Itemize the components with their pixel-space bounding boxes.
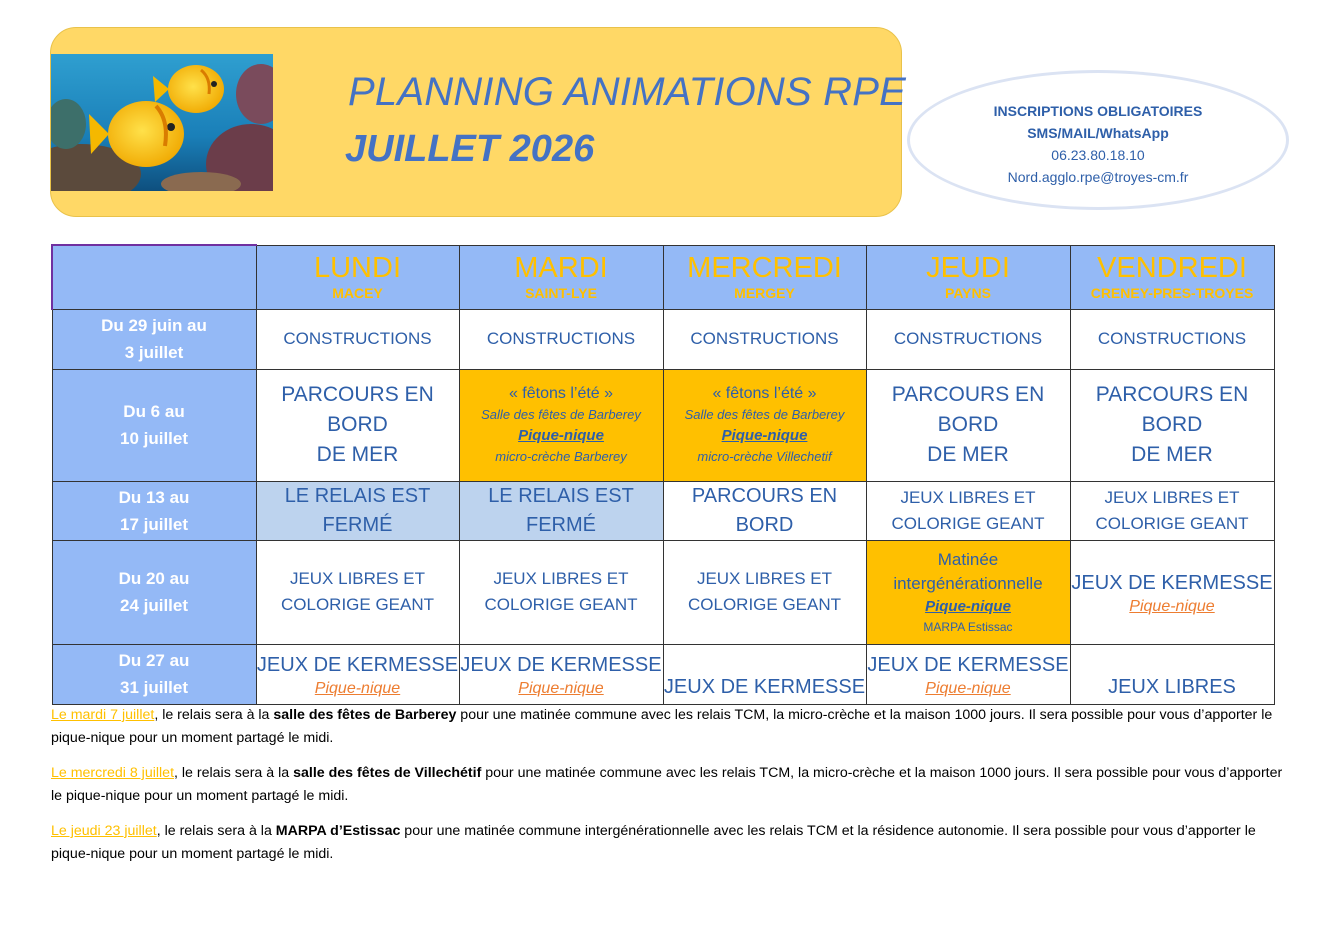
activity-cell bbox=[663, 481, 866, 540]
activity-text: JEUX DE KERMESSE bbox=[663, 675, 866, 698]
week-label-cell bbox=[52, 644, 256, 704]
activity-text: CONSTRUCTIONS bbox=[486, 329, 636, 348]
activity-text: JEUX LIBRES ET bbox=[696, 569, 833, 588]
activity-cell bbox=[663, 540, 866, 644]
week-label: 17 juillet bbox=[119, 514, 189, 534]
day-town: MERGEY bbox=[734, 285, 795, 301]
week-label-cell bbox=[52, 481, 256, 540]
tropical-fish-image bbox=[51, 54, 273, 191]
activity-cell bbox=[866, 369, 1070, 481]
activity-cell bbox=[256, 309, 459, 369]
table-row bbox=[52, 481, 1274, 540]
page-title: PLANNING ANIMATIONS RPE bbox=[348, 70, 907, 114]
activity-text: PARCOURS EN bbox=[1095, 383, 1249, 406]
contact-channels: SMS/MAIL/WhatsApp bbox=[1027, 125, 1169, 141]
day-name: MARDI bbox=[514, 252, 608, 284]
activity-text: JEUX LIBRES ET bbox=[1104, 487, 1240, 507]
day-header-lundi bbox=[256, 245, 459, 309]
activity-text: JEUX LIBRES ET bbox=[493, 569, 629, 588]
day-name: JEUDI bbox=[926, 252, 1010, 284]
activity-cell bbox=[459, 540, 663, 644]
note-text: , le relais sera à la bbox=[156, 823, 276, 839]
day-header-mercredi bbox=[663, 245, 866, 309]
day-town: MACEY bbox=[332, 285, 383, 301]
day-header-jeudi bbox=[866, 245, 1070, 309]
activity-text: JEUX DE KERMESSE bbox=[1071, 571, 1273, 594]
activity-text: PARCOURS EN bbox=[891, 383, 1045, 406]
activity-text: JEUX DE KERMESSE bbox=[256, 653, 459, 676]
picnic-label: Pique-nique bbox=[314, 679, 401, 697]
notes-section bbox=[51, 704, 1286, 878]
activity-cell bbox=[256, 540, 459, 644]
activity-text: JEUX LIBRES ET bbox=[289, 569, 426, 588]
activity-cell bbox=[1070, 481, 1274, 540]
day-header-mardi bbox=[459, 245, 663, 309]
activity-text: JEUX LIBRES bbox=[1108, 675, 1236, 698]
week-label: Du 29 juin au bbox=[101, 316, 207, 335]
week-label: 3 juillet bbox=[124, 343, 184, 362]
day-town: SAINT-LYE bbox=[525, 285, 597, 301]
week-label: 24 juillet bbox=[119, 596, 189, 615]
page-subtitle-month: JUILLET 2026 bbox=[345, 128, 595, 170]
note-text: , le relais sera à la bbox=[154, 707, 274, 723]
table-row bbox=[52, 309, 1274, 369]
activity-cell bbox=[1070, 369, 1274, 481]
activity-cell bbox=[663, 644, 866, 704]
week-label-cell bbox=[52, 540, 256, 644]
note-place: salle des fêtes de Barberey bbox=[273, 707, 457, 723]
activity-text: COLORIGE GEANT bbox=[891, 513, 1045, 533]
event-cell bbox=[459, 369, 663, 481]
note-date: Le mercredi 8 juillet bbox=[51, 765, 175, 781]
day-name: MERCREDI bbox=[687, 252, 842, 284]
note-place: MARPA d’Estissac bbox=[275, 823, 401, 839]
picnic-label: Pique-nique bbox=[1129, 597, 1215, 615]
registration-notice: INSCRIPTIONS OBLIGATOIRES bbox=[993, 103, 1203, 119]
activity-text: BORD bbox=[1141, 413, 1203, 436]
day-town: CRENEY-PRES-TROYES bbox=[1090, 285, 1254, 301]
activity-text: JEUX DE KERMESSE bbox=[460, 653, 662, 676]
event-title: intergénérationnelle bbox=[893, 574, 1043, 593]
note-text: pour une matinée commune avec les relais TCM, la micro-crèche et la maison 1000 jours. Il sera possible pour vous d’apporter le pique-nique pour un moment partagé le midi. bbox=[51, 765, 1283, 804]
picnic-label: Pique-nique bbox=[925, 679, 1011, 697]
note-text: , le relais sera à la bbox=[174, 765, 294, 781]
activity-text: JEUX DE KERMESSE bbox=[867, 653, 1069, 676]
activity-text: BORD bbox=[735, 513, 794, 536]
event-cell bbox=[866, 540, 1070, 644]
table-row bbox=[52, 644, 1274, 704]
picnic-label: Pique-nique bbox=[518, 427, 604, 444]
week-label: Du 13 au bbox=[118, 487, 190, 507]
activity-text: BORD bbox=[327, 413, 388, 436]
closed-cell bbox=[256, 481, 459, 540]
activity-cell bbox=[459, 309, 663, 369]
activity-cell bbox=[256, 644, 459, 704]
picnic-label: Pique-nique bbox=[518, 679, 604, 697]
day-header-vendredi bbox=[1070, 245, 1274, 309]
table-header-row bbox=[52, 245, 1274, 309]
week-label: Du 27 au bbox=[118, 651, 190, 670]
activity-cell bbox=[866, 644, 1070, 704]
activity-text: PARCOURS EN bbox=[281, 383, 434, 406]
week-label-cell bbox=[52, 309, 256, 369]
event-place: Salle des fêtes de Barberey bbox=[684, 407, 845, 422]
activity-text: DE MER bbox=[316, 443, 399, 466]
planning-table bbox=[51, 244, 1275, 705]
activity-text: JEUX LIBRES ET bbox=[900, 487, 1036, 507]
note-paragraph bbox=[51, 704, 1286, 750]
day-name: VENDREDI bbox=[1097, 252, 1247, 284]
corner-cell bbox=[52, 245, 256, 309]
activity-text: CONSTRUCTIONS bbox=[690, 329, 839, 348]
week-label: 31 juillet bbox=[119, 678, 189, 697]
day-town: PAYNS bbox=[945, 285, 991, 301]
event-partner: micro-crèche Barberey bbox=[495, 449, 627, 464]
event-cell bbox=[663, 369, 866, 481]
note-paragraph bbox=[51, 820, 1286, 866]
activity-text: COLORIGE GEANT bbox=[1095, 513, 1249, 533]
week-label-cell bbox=[52, 369, 256, 481]
week-label: Du 6 au bbox=[123, 402, 185, 421]
event-title: « fêtons l’été » bbox=[508, 385, 614, 402]
activity-text: DE MER bbox=[1131, 443, 1213, 466]
picnic-label: Pique-nique bbox=[721, 427, 808, 444]
activity-text: COLORIGE GEANT bbox=[484, 595, 638, 614]
event-title: « fêtons l’été » bbox=[712, 385, 817, 402]
table-row bbox=[52, 540, 1274, 644]
activity-text: PARCOURS EN bbox=[691, 484, 838, 507]
activity-cell bbox=[1070, 644, 1274, 704]
activity-text: COLORIGE GEANT bbox=[280, 595, 435, 614]
activity-text: CONSTRUCTIONS bbox=[893, 329, 1043, 348]
note-text: pour une matinée commune intergénérationnelle avec les relais TCM et la résidence autonomie. Il sera possible pour vous d’apporter le pique-nique pour un moment partagé le midi. bbox=[51, 823, 1256, 862]
event-place: Salle des fêtes de Barberey bbox=[481, 407, 641, 422]
closed-text: FERMÉ bbox=[322, 513, 393, 536]
activity-cell bbox=[1070, 540, 1274, 644]
activity-cell bbox=[459, 644, 663, 704]
note-place: salle des fêtes de Villechétif bbox=[293, 765, 482, 781]
contact-phone[interactable]: 06.23.80.18.10 bbox=[1051, 147, 1145, 163]
week-label: 10 juillet bbox=[119, 429, 189, 448]
contact-email[interactable]: Nord.agglo.rpe@troyes-cm.fr bbox=[1007, 169, 1189, 185]
note-date: Le mardi 7 juillet bbox=[51, 707, 155, 723]
closed-cell bbox=[459, 481, 663, 540]
activity-text: DE MER bbox=[927, 443, 1009, 466]
activity-cell bbox=[866, 309, 1070, 369]
closed-text: LE RELAIS EST bbox=[284, 484, 431, 507]
event-partner: micro-crèche Villechetif bbox=[697, 449, 832, 464]
table-row bbox=[52, 369, 1274, 481]
event-place: MARPA Estissac bbox=[923, 620, 1013, 634]
note-text: pour une matinée commune avec les relais TCM, la micro-crèche et la maison 1000 jours. Il sera possible pour vous d’apporter le pique-nique pour un moment partagé le midi. bbox=[51, 707, 1273, 746]
closed-text: FERMÉ bbox=[526, 513, 596, 536]
activity-text: COLORIGE GEANT bbox=[687, 595, 842, 614]
day-name: LUNDI bbox=[313, 252, 401, 284]
activity-cell bbox=[866, 481, 1070, 540]
closed-text: LE RELAIS EST bbox=[488, 484, 634, 507]
picnic-label: Pique-nique bbox=[925, 598, 1011, 615]
activity-text: BORD bbox=[937, 413, 999, 436]
activity-text: CONSTRUCTIONS bbox=[283, 329, 432, 348]
activity-cell bbox=[1070, 309, 1274, 369]
contact-info-oval bbox=[907, 70, 1289, 210]
note-paragraph bbox=[51, 762, 1286, 808]
event-title: Matinée bbox=[937, 550, 999, 569]
activity-cell bbox=[256, 369, 459, 481]
note-date: Le jeudi 23 juillet bbox=[51, 823, 157, 839]
activity-text: CONSTRUCTIONS bbox=[1097, 329, 1247, 348]
activity-cell bbox=[663, 309, 866, 369]
week-label: Du 20 au bbox=[118, 569, 190, 588]
